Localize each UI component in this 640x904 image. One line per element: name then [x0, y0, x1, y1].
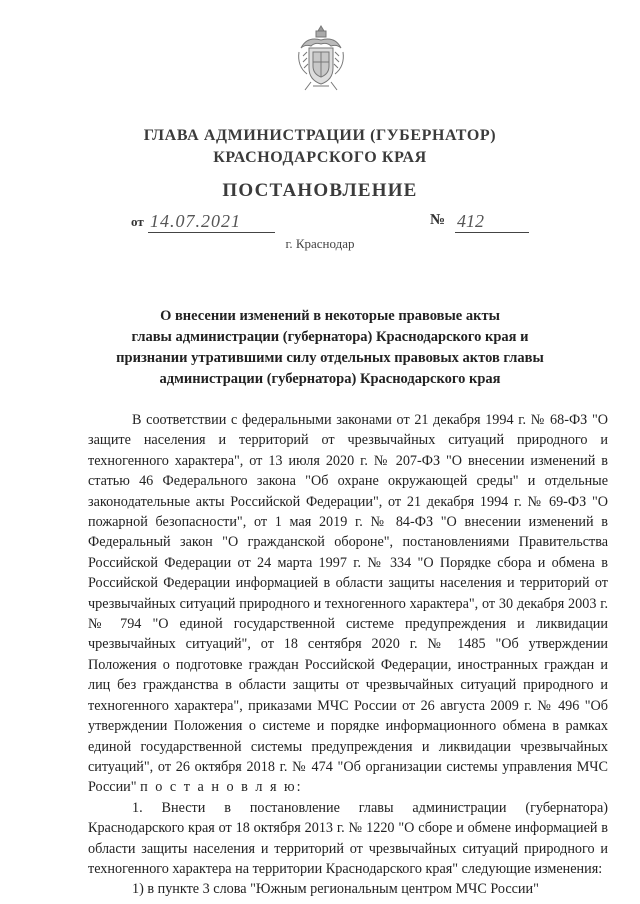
- title-line: главы администрации (губернатора) Краснодарского края и: [131, 329, 529, 345]
- issue-city: г. Краснодар: [285, 236, 355, 251]
- document-date: 14.07.2021: [148, 210, 275, 233]
- item-paragraph: 1. Внести в постановление главы администрации (губернатора) Краснодарского края от 18 октября 2013 г. № 1220 "О сборе и обмене информацией в области защиты населения и территорий от чрезвычайных ситуаций природного и техногенного характера на территории Краснодарского края" следующие изменения:: [88, 799, 608, 877]
- title-line: О внесении изменений в некоторые правовые акты: [160, 308, 500, 324]
- document-title: [90, 306, 570, 390]
- coat-of-arms-emblem: [293, 22, 349, 94]
- title-line: администрации (губернатора) Краснодарского края: [159, 371, 501, 387]
- item-paragraph: 1) в пункте 3 слова "Южным региональным центром МЧС России": [132, 881, 539, 898]
- preamble-text: В соответствии с федеральными законами от 21 декабря 1994 г. № 68-ФЗ "О защите населения и территорий от чрезвычайных ситуаций природного и техногенного характера", от 13 июля 2020 г. № 207-ФЗ "О внесении изменений в статью 46 Федерального закона "Об охране окружающей среды" и отдельные законодательные акты Российской Федерации", от 21 декабря 1994 г. № 69-ФЗ "О пожарной безопасности", от 1 мая 2019 г. № 84-ФЗ "О внесении изменений в Федеральный закон "О гражданской обороне", постановлениями Правительства Российской Федерации от 24 марта 1997 г. № 334 "О Порядке сбора и обмена в Российской Федерации информацией в области защиты населения и территорий от чрезвычайных ситуаций природного и техногенного характера", от 30 декабря 2003 г. № 794 "О единой государственной системе предупреждения и ликвидации чрезвычайных ситуаций", от 18 сентября 2020 г. № 1485 "Об утверждении Положения о подготовке граждан Российской Федерации, иностранных граждан и лиц без гражданства в области защиты от чрезвычайных ситуаций природного и техногенного характера", приказами МЧС России от 26 августа 2009 г. № 496 "Об утверждении Положения о системе и порядке информационного обмена в рамках единой государственной системы предупреждения и ликвидации чрезвычайных ситуаций", от 26 октября 2018 г. № 474 "Об организации системы управления МЧС России": [88, 412, 608, 796]
- number-prefix: №: [430, 212, 446, 228]
- date-prefix: от: [131, 214, 144, 229]
- title-line: признании утратившими силу отдельных правовых актов главы: [116, 350, 544, 366]
- document-type: ПОСТАНОВЛЕНИЕ: [222, 180, 418, 201]
- issuer-title-line1: ГЛАВА АДМИНИСТРАЦИИ (ГУБЕРНАТОР): [143, 127, 497, 144]
- document-number: 412: [455, 210, 529, 233]
- document-body: [88, 410, 608, 900]
- issuer-title-line2: КРАСНОДАРСКОГО КРАЯ: [213, 149, 427, 166]
- preamble-paragraph: [88, 410, 608, 798]
- resolve-word: п о с т а н о в л я ю:: [140, 779, 303, 796]
